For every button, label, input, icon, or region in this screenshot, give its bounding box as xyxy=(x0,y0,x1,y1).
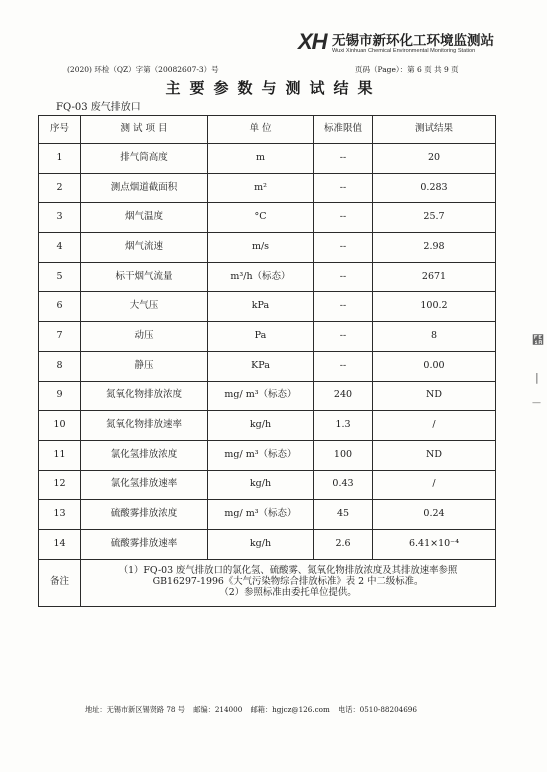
table-row xyxy=(39,173,496,203)
table-header-row xyxy=(39,116,496,144)
test-item: 氮氧化物排放浓度 xyxy=(81,381,208,411)
test-result: / xyxy=(373,470,496,500)
unit: mg/ m³（标态） xyxy=(208,440,314,470)
column-header-index: 序号 xyxy=(39,116,81,144)
standard-limit: -- xyxy=(314,351,373,381)
remarks-label: 备注 xyxy=(39,559,81,606)
table-row xyxy=(39,470,496,500)
standard-limit: 2.6 xyxy=(314,529,373,559)
scan-edge-mark: | xyxy=(535,371,539,384)
remarks-content xyxy=(81,559,496,606)
test-item: 烟气流速 xyxy=(81,233,208,263)
unit: kg/h xyxy=(208,470,314,500)
table-row xyxy=(39,411,496,441)
table-row xyxy=(39,203,496,233)
column-header-result: 测试结果 xyxy=(373,116,496,144)
test-result: 0.24 xyxy=(373,500,496,530)
standard-limit: -- xyxy=(314,173,373,203)
test-result: 2.98 xyxy=(373,233,496,263)
page-indicator: 页码（Page）：第 6 页 共 9 页 xyxy=(355,65,459,74)
row-index: 4 xyxy=(39,233,81,263)
table-row xyxy=(39,322,496,352)
test-item: 标干烟气流量 xyxy=(81,262,208,292)
page-footer xyxy=(85,705,423,715)
outlet-name: FQ-03 废气排放口 xyxy=(56,102,141,113)
footer-postcode: 邮编：214000 xyxy=(193,705,243,714)
test-item: 硫酸雾排放速率 xyxy=(81,529,208,559)
unit: kPa xyxy=(208,292,314,322)
org-name-cn: 无锡市新环化工环境监测站 xyxy=(332,33,494,49)
remark-line: GB16297-1996《大气污染物综合排放标准》表 2 中二级标准。 xyxy=(152,576,424,588)
table-row xyxy=(39,381,496,411)
standard-limit: 1.3 xyxy=(314,411,373,441)
unit: KPa xyxy=(208,351,314,381)
standard-limit: 100 xyxy=(314,440,373,470)
unit: kg/h xyxy=(208,411,314,441)
standard-limit: 0.43 xyxy=(314,470,373,500)
test-result: ND xyxy=(373,381,496,411)
table-row xyxy=(39,529,496,559)
unit: °C xyxy=(208,203,314,233)
standard-limit: -- xyxy=(314,144,373,174)
page-title: 主要参数与测试结果 xyxy=(165,79,382,97)
standard-limit: -- xyxy=(314,262,373,292)
column-header-unit: 单 位 xyxy=(208,116,314,144)
unit: m³/h（标态） xyxy=(208,262,314,292)
remarks-row xyxy=(39,559,496,606)
standard-limit: -- xyxy=(314,233,373,263)
footer-phone: 电话：0510-88204696 xyxy=(338,705,417,714)
unit: m² xyxy=(208,173,314,203)
test-result: 20 xyxy=(373,144,496,174)
column-header-limit: 标准限值 xyxy=(314,116,373,144)
scan-edge-mark: — xyxy=(532,398,541,408)
standard-limit: -- xyxy=(314,322,373,352)
unit: Pa xyxy=(208,322,314,352)
scan-edge-mark: ︚ xyxy=(532,333,544,347)
row-index: 11 xyxy=(39,440,81,470)
table-row xyxy=(39,500,496,530)
table-body xyxy=(39,144,496,560)
test-item: 排气筒高度 xyxy=(81,144,208,174)
unit: mg/ m³（标态） xyxy=(208,381,314,411)
row-index: 2 xyxy=(39,173,81,203)
row-index: 1 xyxy=(39,144,81,174)
test-item: 氮氧化物排放速率 xyxy=(81,411,208,441)
table-row xyxy=(39,262,496,292)
table-row xyxy=(39,144,496,174)
results-table xyxy=(38,115,496,607)
test-result: 0.00 xyxy=(373,351,496,381)
test-item: 静压 xyxy=(81,351,208,381)
standard-limit: -- xyxy=(314,203,373,233)
remark-line: （2）参照标准由委托单位提供。 xyxy=(219,587,357,599)
row-index: 10 xyxy=(39,411,81,441)
footer-email: 邮箱：hgjcz@126.com xyxy=(250,705,330,714)
unit: m/s xyxy=(208,233,314,263)
remark-line: （1）FQ-03 废气排放口的氯化氢、硫酸雾、氮氧化物排放浓度及其排放速率参照 xyxy=(118,565,458,577)
standard-limit: 240 xyxy=(314,381,373,411)
row-index: 12 xyxy=(39,470,81,500)
standard-limit: 45 xyxy=(314,500,373,530)
test-item: 氯化氢排放浓度 xyxy=(81,440,208,470)
test-result: / xyxy=(373,411,496,441)
row-index: 6 xyxy=(39,292,81,322)
standard-limit: -- xyxy=(314,292,373,322)
test-result: 0.283 xyxy=(373,173,496,203)
test-item: 氯化氢排放速率 xyxy=(81,470,208,500)
unit: m xyxy=(208,144,314,174)
test-result: ND xyxy=(373,440,496,470)
row-index: 5 xyxy=(39,262,81,292)
column-header-item: 测 试 项 目 xyxy=(81,116,208,144)
test-item: 烟气温度 xyxy=(81,203,208,233)
row-index: 9 xyxy=(39,381,81,411)
org-name-en: Wuxi Xinhuan Chemical Environmental Monitoring Station xyxy=(332,48,476,54)
test-item: 大气压 xyxy=(81,292,208,322)
footer-address: 地址：无锡市新区锡贤路 78 号 xyxy=(85,705,185,714)
test-item: 测点烟道截面积 xyxy=(81,173,208,203)
logo-mark: XH xyxy=(298,29,327,54)
table-row xyxy=(39,440,496,470)
test-result: 2671 xyxy=(373,262,496,292)
test-item: 动压 xyxy=(81,322,208,352)
table-row xyxy=(39,351,496,381)
test-result: 6.41×10⁻⁴ xyxy=(373,529,496,559)
row-index: 8 xyxy=(39,351,81,381)
row-index: 13 xyxy=(39,500,81,530)
test-item: 硫酸雾排放浓度 xyxy=(81,500,208,530)
org-logo xyxy=(298,27,508,63)
test-result: 8 xyxy=(373,322,496,352)
table-row xyxy=(39,292,496,322)
table-row xyxy=(39,233,496,263)
test-result: 25.7 xyxy=(373,203,496,233)
row-index: 7 xyxy=(39,322,81,352)
unit: kg/h xyxy=(208,529,314,559)
doc-number: (2020) 环检（QZ）字第（20082607-3）号 xyxy=(67,65,219,74)
test-result: 100.2 xyxy=(373,292,496,322)
row-index: 3 xyxy=(39,203,81,233)
row-index: 14 xyxy=(39,529,81,559)
unit: mg/ m³（标态） xyxy=(208,500,314,530)
